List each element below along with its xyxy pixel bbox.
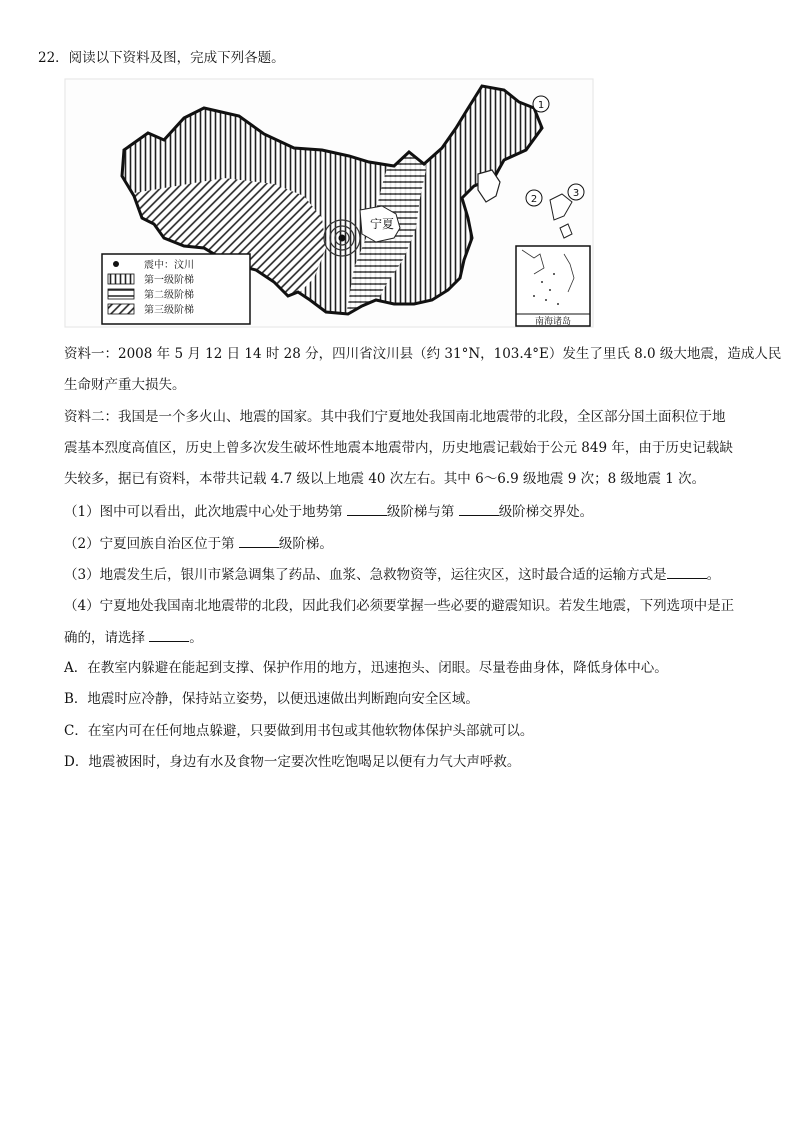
question-3 <box>64 564 720 585</box>
legend-epicenter-text: 震中：汶川 <box>144 260 194 271</box>
ningxia-label: 宁夏 <box>370 217 395 231</box>
question-4-line2 <box>64 627 203 648</box>
map-legend <box>102 254 250 324</box>
legend-step3-text: 第三级阶梯 <box>144 305 194 316</box>
q4-text-part2: 。 <box>189 630 203 646</box>
q2-text-part2: 级阶梯。 <box>278 536 333 552</box>
q4-blank[interactable] <box>149 627 189 642</box>
svg-text:1: 1 <box>537 100 545 111</box>
material1-line1: 资料一：2008 年 5 月 12 日 14 时 28 分，四川省汶川县（约 31°N，103.4°E）发生了里氏 8.0 级大地震，造成人民 <box>64 346 782 362</box>
material2-line2: 震基本烈度高值区，历史上曾多次发生破坏性地震本地震带内，历史地震记载始于公元 849 年，由于历史记载缺 <box>64 440 733 456</box>
q1-text-part2: 级阶梯与第 <box>386 504 459 520</box>
option-d[interactable]: D．地震被困时，身边有水及食物一定要次性吃饱喝足以便有力气大声呼救。 <box>64 754 521 770</box>
q1-blank-2[interactable] <box>459 501 499 516</box>
q3-text-part2: 。 <box>706 567 721 583</box>
marker-2 <box>526 190 542 206</box>
legend-item-step3 <box>108 303 194 316</box>
q4-text-part1: 确的，请选择 <box>64 630 150 646</box>
q2-text-part1: （2）宁夏回族自治区位于第 <box>64 536 239 552</box>
south-china-sea-inset <box>516 246 590 327</box>
legend-item-step2 <box>108 288 194 301</box>
material2-line1: 资料二：我国是一个多火山、地震的国家。其中我们宁夏地处我国南北地震带的北段，全区部分国土面积位于地 <box>64 409 726 425</box>
legend-item-step1 <box>108 273 194 286</box>
question-4-line1: （4）宁夏地处我国南北地震带的北段，因此我们必须要掌握一些必要的避震知识。若发生地震，下列选项中是正 <box>64 598 735 614</box>
question-title: 22．阅读以下资料及图，完成下列各题。 <box>38 50 285 66</box>
q1-blank-1[interactable] <box>347 501 387 516</box>
option-b[interactable]: B．地震时应冷静，保持站立姿势，以便迅速做出判断跑向安全区域。 <box>64 691 479 707</box>
map-figure <box>64 78 594 328</box>
legend-step1-text: 第一级阶梯 <box>144 275 194 286</box>
question-2 <box>64 533 333 554</box>
q3-blank[interactable] <box>667 564 707 579</box>
q2-blank[interactable] <box>239 533 279 548</box>
q3-text-part1: （3）地震发生后，银川市紧急调集了药品、血浆、急救物资等，运往灾区，这时最合适的运输方式是 <box>64 567 667 583</box>
china-terrain-map <box>64 78 594 328</box>
q1-text-part3: 级阶梯交界处。 <box>498 504 594 520</box>
question-1 <box>64 501 593 522</box>
svg-text:2: 2 <box>530 194 538 205</box>
marker-3 <box>568 184 584 200</box>
option-a[interactable]: A．在教室内躲避在能起到支撑、保护作用的地方，迅速抱头、闭眼。尽量卷曲身体，降低身体中心。 <box>64 660 668 676</box>
material2-line3: 失较多，据已有资料，本带共记载 4.7 级以上地震 40 次左右。其中 6～6.9 级地震 9 次；8 级地震 1 次。 <box>64 471 706 487</box>
material1-line2: 生命财产重大损失。 <box>64 377 186 393</box>
q1-text-part1: （1）图中可以看出，此次地震中心处于地势第 <box>64 504 347 520</box>
svg-text:3: 3 <box>572 188 580 199</box>
legend-step2-text: 第二级阶梯 <box>144 290 194 301</box>
marker-1 <box>533 96 549 112</box>
inset-label: 南海诸岛 <box>534 317 572 327</box>
option-c[interactable]: C．在室内可在任何地点躲避，只要做到用书包或其他软物体保护头部就可以。 <box>64 723 534 739</box>
